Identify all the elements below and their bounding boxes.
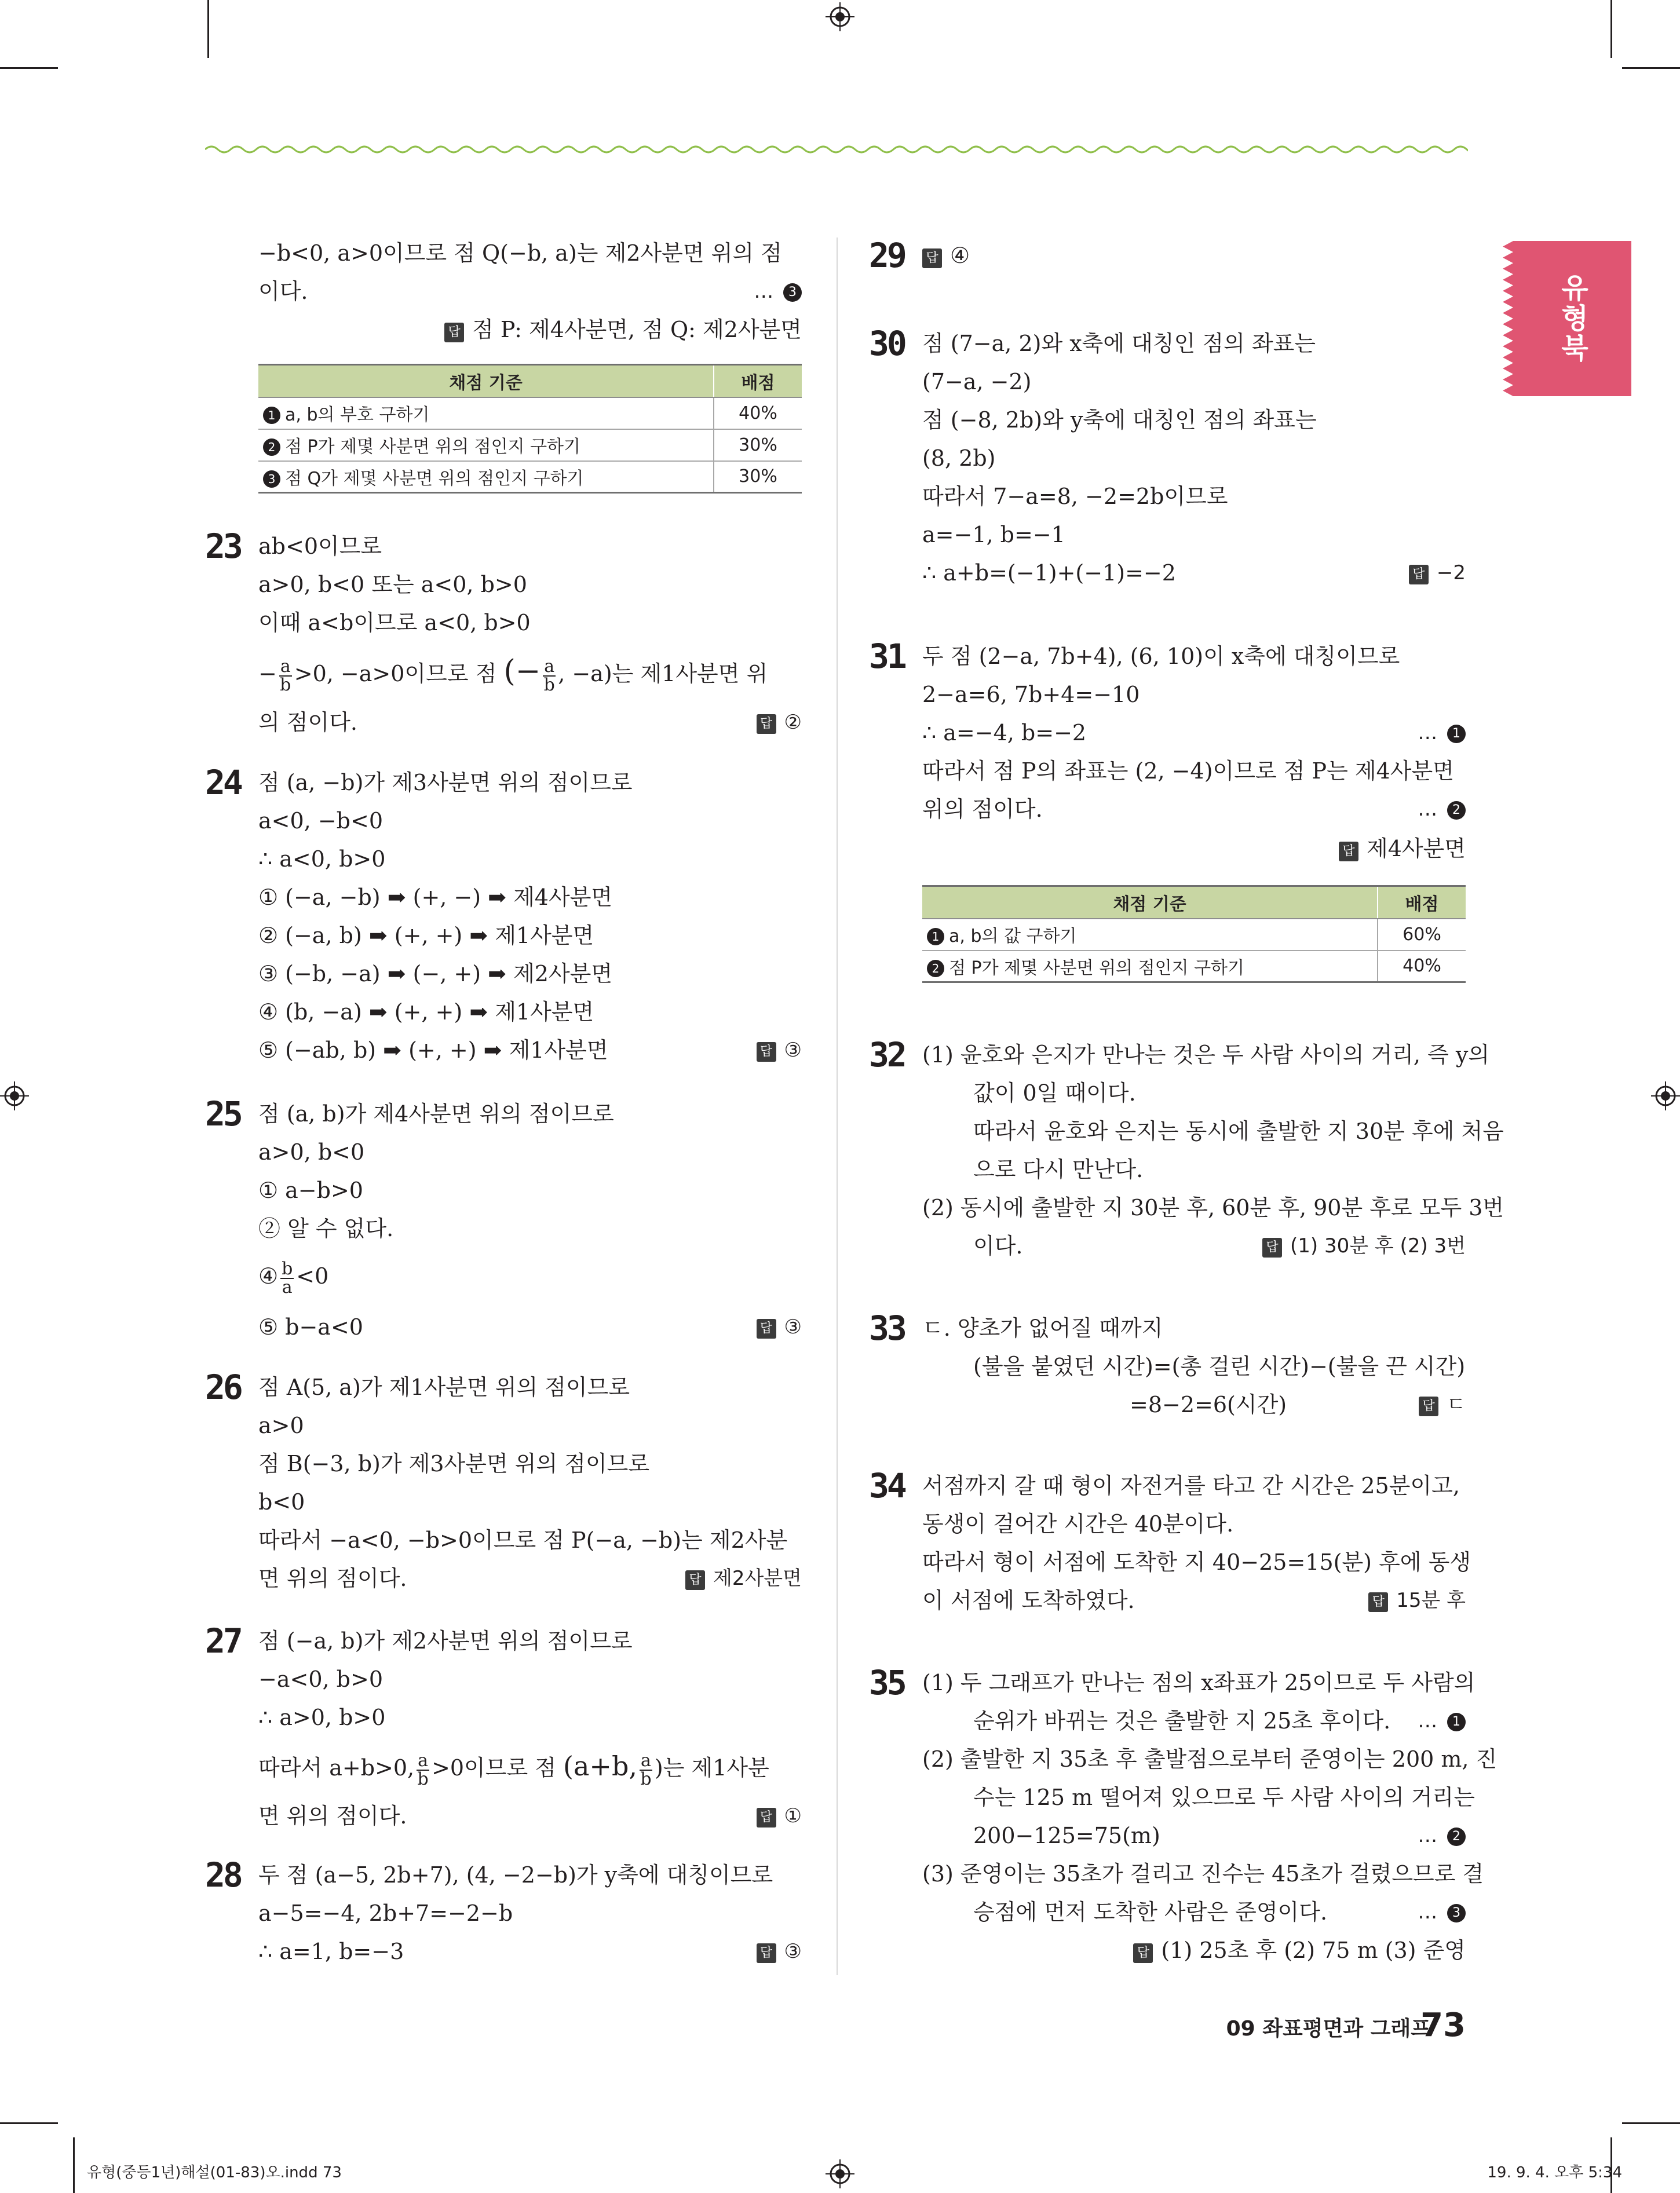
question-number: 32: [869, 1035, 905, 1074]
table-row: 3 점 Q가 제몇 사분면 위의 점인지 구하기 30%: [258, 461, 802, 493]
q31-line: 따라서 점 P의 좌표는 (2, −4)이므로 점 P는 제4사분면: [922, 758, 1454, 784]
crop-mark: [207, 0, 209, 58]
step-marker: … 3: [754, 272, 802, 310]
question-number: 26: [205, 1368, 241, 1407]
answer-badge-icon: 답: [757, 1042, 776, 1062]
crop-mark: [73, 2137, 75, 2193]
scoring-table: [258, 364, 802, 494]
answer-line: 답 ④: [922, 236, 1466, 275]
q25-line: a>0, b<0: [258, 1139, 365, 1165]
answer-badge-icon: 답: [1419, 1397, 1438, 1416]
q28-line: 두 점 (a−5, 2b+7), (4, −2−b)가 y축에 대칭이므로: [258, 1862, 773, 1888]
q24-line: ② (−a, b) ➡ (+, +) ➡ 제1사분면: [258, 923, 594, 948]
question-number: 29: [869, 236, 905, 275]
q26-line: 점 A(5, a)가 제1사분면 위의 점이므로: [258, 1375, 630, 1400]
fraction: $\frac{a}{b}$: [417, 1750, 429, 1789]
q22-line: −b<0, a>0이므로 점 Q(−b, a)는 제2사분면 위의 점: [258, 240, 782, 266]
answer-line: 답 ③: [757, 1031, 802, 1069]
answer-line: 답 (1) 25초 후 (2) 75 m (3) 준영: [869, 1931, 1466, 1969]
chapter-title: 09 좌표평면과 그래프: [1226, 2017, 1431, 2041]
answer-line: 답 ③: [757, 1932, 802, 1971]
q27-line: 면 위의 점이다. 답 ①: [258, 1797, 802, 1835]
q30-line: 점 (−8, 2b)와 y축에 대칭인 점의 좌표는: [922, 407, 1317, 433]
question-number: 34: [869, 1466, 905, 1505]
question-number: 28: [205, 1855, 241, 1895]
q34-line: 이 서점에 도착하였다. 답 15분 후: [922, 1581, 1466, 1620]
q25-line: ② 알 수 없다.: [258, 1216, 394, 1241]
q22-line: 이다. … 3: [258, 272, 802, 310]
q33-line: ㄷ. 양초가 없어질 때까지: [922, 1315, 1163, 1341]
question-number: 24: [205, 763, 241, 802]
q31-line: ∴ a=−4, b=−2 … 1: [922, 714, 1466, 752]
q32-line: 따라서 윤호와 은지는 동시에 출발한 지 30분 후에 처음: [973, 1119, 1504, 1144]
answer-line: 답 (1) 30분 후 (2) 3번: [1262, 1227, 1466, 1265]
question-number: 31: [869, 637, 905, 676]
q27-line: −a<0, b>0: [258, 1666, 384, 1692]
question-number: 23: [205, 527, 241, 566]
q30-line: 따라서 7−a=8, −2=2b이므로: [922, 484, 1228, 509]
fraction: $\frac{a}{b}$: [280, 656, 291, 695]
q26-line: a>0: [258, 1413, 304, 1438]
q23-line: 의 점이다. 답 ②: [258, 703, 802, 741]
answer-line: 답 제2사분면: [685, 1559, 802, 1598]
q23-line: − $\frac{a}{b}$ >0, −a>0이므로 점 (− $\frac{a}{b}$ , −a)는 제1사분면 위: [258, 654, 768, 695]
q27-line: 따라서 a+b>0, $\frac{a}{b}$ >0이므로 점 (a+b, $\frac{a}{b}$ )는 제1사분: [258, 1750, 769, 1789]
answer-badge-icon: 답: [685, 1570, 705, 1590]
q35-line: 순위가 바뀌는 것은 출발한 지 25초 후이다. … 1: [973, 1702, 1466, 1740]
q34-line: 동생이 걸어간 시간은 40분이다.: [922, 1511, 1234, 1537]
q30-line: (8, 2b): [922, 445, 996, 471]
q30-line: 점 (7−a, 2)와 x축에 대칭인 점의 좌표는: [922, 331, 1316, 356]
question-number: 27: [205, 1621, 241, 1661]
q32-line: (1) 윤호와 은지가 만나는 것은 두 사람 사이의 거리, 즉 y의: [922, 1042, 1490, 1068]
step-marker: … 1: [1418, 1702, 1466, 1740]
q32-line: 값이 0일 때이다.: [973, 1080, 1136, 1106]
answer-line: 답 15분 후: [1368, 1581, 1466, 1620]
q23-line: 이때 a<b이므로 a<0, b>0: [258, 610, 531, 635]
step-marker: … 1: [1418, 714, 1466, 752]
table-row: 1 a, b의 값 구하기 60%: [922, 919, 1466, 951]
q24-line: ∴ a<0, b>0: [258, 846, 386, 872]
answer-badge-icon: 답: [1339, 842, 1358, 861]
q24-line: ④ (b, −a) ➡ (+, +) ➡ 제1사분면: [258, 999, 594, 1025]
q23-line: ab<0이므로: [258, 533, 382, 559]
q30-line: a=−1, b=−1: [922, 522, 1065, 547]
q31-line: 두 점 (2−a, 7b+4), (6, 10)이 x축에 대칭이므로: [922, 644, 1400, 669]
q23-line: a>0, b<0 또는 a<0, b>0: [258, 572, 527, 597]
question-number: 30: [869, 324, 905, 363]
q32-line: 으로 다시 만난다.: [973, 1157, 1144, 1182]
q25-line: ① a−b>0: [258, 1178, 363, 1203]
table-header-score: 배점: [714, 365, 802, 397]
question-number: 33: [869, 1309, 905, 1348]
q32-line: 이다. 답 (1) 30분 후 (2) 3번: [973, 1227, 1466, 1265]
registration-mark-icon: [1651, 1081, 1680, 1110]
step-marker: … 2: [1418, 1816, 1466, 1855]
q35-line: (2) 출발한 지 35초 후 출발점으로부터 준영이는 200 m, 진: [922, 1746, 1498, 1772]
q24-line: 점 (a, −b)가 제3사분면 위의 점이므로: [258, 770, 633, 795]
crop-mark: [0, 2122, 58, 2124]
answer-badge-icon: 답: [922, 248, 942, 268]
q25-line: ⑤ b−a<0 답 ③: [258, 1308, 802, 1346]
column-divider: [837, 237, 838, 1975]
q28-line: a−5=−4, 2b+7=−2−b: [258, 1900, 513, 1926]
scoring-table: [922, 885, 1466, 983]
q26-line: b<0: [258, 1489, 305, 1515]
question-number: 25: [205, 1094, 241, 1134]
q30-line: ∴ a+b=(−1)+(−1)=−2 답 −2: [922, 554, 1466, 592]
q35-line: (1) 두 그래프가 만나는 점의 x좌표가 25이므로 두 사람의: [922, 1670, 1476, 1695]
answer-line: 답 ③: [757, 1308, 802, 1346]
registration-mark-icon: [826, 2, 854, 31]
registration-mark-icon: [0, 1081, 29, 1110]
q35-line: (3) 준영이는 35초가 걸리고 진수는 45초가 걸렸으므로 결: [922, 1861, 1484, 1887]
answer-badge-icon: 답: [1133, 1943, 1153, 1963]
q26-line: 면 위의 점이다. 답 제2사분면: [258, 1559, 802, 1598]
table-header-criteria: 채점 기준: [258, 365, 714, 397]
answer-badge-icon: 답: [757, 1808, 776, 1828]
table-header-score: 배점: [1378, 886, 1466, 919]
q32-line: (2) 동시에 출발한 지 30분 후, 60분 후, 90분 후로 모두 3번: [922, 1195, 1504, 1220]
q34-line: 따라서 형이 서점에 도착한 지 40−25=15(분) 후에 동생: [922, 1549, 1471, 1575]
q26-line: 따라서 −a<0, −b>0이므로 점 P(−a, −b)는 제2사분: [258, 1527, 788, 1553]
q31-line: 위의 점이다. … 2: [922, 790, 1466, 828]
crop-mark: [1622, 2122, 1680, 2124]
print-slug-date: 19. 9. 4. 오후 5:34: [1487, 2164, 1622, 2181]
q24-line: ⑤ (−ab, b) ➡ (+, +) ➡ 제1사분면 답 ③: [258, 1031, 802, 1069]
answer-line: 답 ②: [757, 703, 802, 741]
fraction: $\frac{b}{a}$: [282, 1258, 293, 1297]
answer-line: 답 점 P: 제4사분면, 점 Q: 제2사분면: [205, 310, 802, 349]
q30-line: (7−a, −2): [922, 369, 1032, 394]
answer-badge-icon: 답: [757, 714, 776, 734]
answer-line: 답 ①: [757, 1797, 802, 1835]
answer-badge-icon: 답: [757, 1319, 776, 1339]
q35-line: 200−125=75(m) … 2: [973, 1816, 1466, 1855]
answer-line: 답 ㄷ: [1419, 1386, 1466, 1424]
q31-line: 2−a=6, 7b+4=−10: [922, 682, 1140, 707]
fraction: $\frac{a}{b}$: [543, 656, 555, 695]
answer-badge-icon: 답: [1262, 1238, 1282, 1258]
crop-mark: [1610, 0, 1612, 58]
q25-line: ④ $\frac{b}{a}$ <0: [258, 1258, 329, 1297]
table-row: 2 점 P가 제몇 사분면 위의 점인지 구하기 30%: [258, 429, 802, 461]
q35-line: 수는 125 m 떨어져 있으므로 두 사람 사이의 거리는: [973, 1785, 1475, 1810]
table-row: 1 a, b의 부호 구하기 40%: [258, 397, 802, 429]
answer-line: 답 제4사분면: [869, 829, 1466, 868]
q35-line: 승점에 먼저 도착한 사람은 준영이다. … 3: [973, 1893, 1466, 1931]
q27-line: ∴ a>0, b>0: [258, 1705, 386, 1730]
q34-line: 서점까지 갈 때 형이 자전거를 타고 간 시간은 25분이고,: [922, 1473, 1460, 1498]
answer-badge-icon: 답: [444, 323, 464, 342]
q26-line: 점 B(−3, b)가 제3사분면 위의 점이므로: [258, 1451, 650, 1476]
answer-badge-icon: 답: [1368, 1592, 1388, 1612]
step-marker: … 3: [1418, 1893, 1466, 1931]
decorative-wave-line: [205, 142, 1468, 156]
q28-line: ∴ a=1, b=−3 답 ③: [258, 1932, 802, 1971]
answer-badge-icon: 답: [1409, 565, 1429, 584]
crop-mark: [1622, 67, 1680, 69]
registration-mark-icon: [826, 2159, 854, 2188]
table-row: 2 점 P가 제몇 사분면 위의 점인지 구하기 40%: [922, 951, 1466, 982]
q33-line: (불을 붙였던 시간)=(총 걸린 시간)−(불을 끈 시간): [973, 1354, 1466, 1379]
table-header-criteria: 채점 기준: [922, 886, 1378, 919]
print-slug-file: 유형(중등1년)해설(01-83)오.indd 73: [87, 2164, 342, 2181]
q24-line: a<0, −b<0: [258, 808, 384, 834]
q25-line: 점 (a, b)가 제4사분면 위의 점이므로: [258, 1101, 614, 1127]
fraction: $\frac{a}{b}$: [640, 1750, 652, 1789]
side-tab-label: 유형북: [1556, 273, 1588, 364]
q24-line: ① (−a, −b) ➡ (+, −) ➡ 제4사분면: [258, 884, 613, 910]
q27-line: 점 (−a, b)가 제2사분면 위의 점이므로: [258, 1628, 633, 1654]
question-number: 35: [869, 1663, 905, 1702]
page-number: 73: [1420, 2006, 1466, 2044]
q24-line: ③ (−b, −a) ➡ (−, +) ➡ 제2사분면: [258, 961, 613, 986]
step-marker: … 2: [1418, 790, 1466, 828]
answer-badge-icon: 답: [757, 1943, 776, 1963]
crop-mark: [0, 67, 58, 69]
q33-line: =8−2=6(시간) 답 ㄷ: [1130, 1386, 1466, 1424]
answer-line: 답 −2: [1409, 554, 1466, 592]
